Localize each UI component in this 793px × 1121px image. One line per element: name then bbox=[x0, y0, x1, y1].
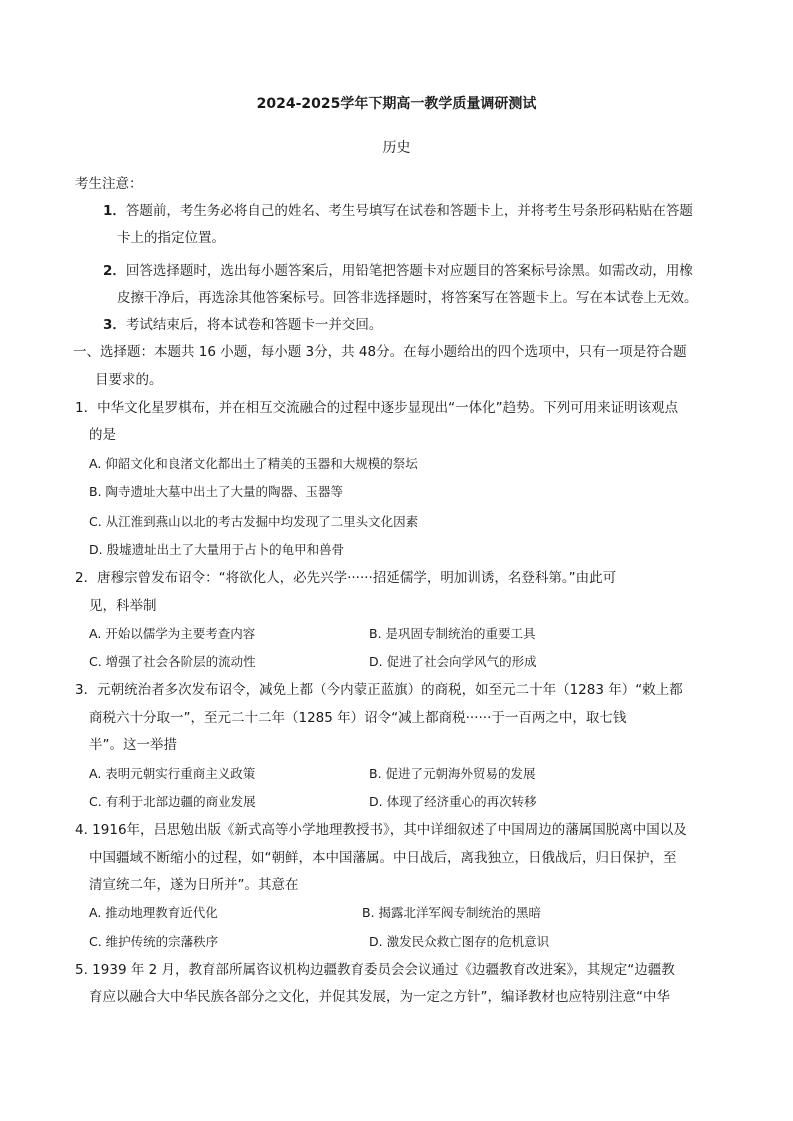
notice-item-2 bbox=[103, 261, 693, 281]
question-2-option-b: B. 是巩固专制统治的重要工具 bbox=[369, 626, 536, 641]
exam-subject: 历史 bbox=[382, 140, 411, 156]
notice-item-text: 回答选择题时，选出每小题答案后，用铅笔把答题卡对应题目的答案标号涂黑。如需改动，用橡 bbox=[125, 263, 693, 279]
question-2-option-d: D. 促进了社会向学风气的形成 bbox=[369, 654, 537, 669]
notice-item-2-cont: 皮擦干净后，再选涂其他答案标号。回答非选择题时，将答案写在答题卡上。写在本试卷上无效。 bbox=[117, 290, 698, 306]
question-3-option-d: D. 体现了经济重心的再次转移 bbox=[369, 794, 537, 809]
question-1-stem: 1．中华文化星罗棋布，并在相互交流融合的过程中逐步显现出“一体化”趋势。下列可用来证明该观点 bbox=[75, 400, 679, 416]
question-1-option-c: C. 从江淮到燕山以北的考古发掘中均发现了二里头文化因素 bbox=[89, 514, 419, 529]
notice-item-3 bbox=[103, 315, 382, 335]
question-4-option-b: B. 揭露北洋军阀专制统治的黑暗 bbox=[362, 905, 542, 920]
question-2-stem-cont: 见，科举制 bbox=[89, 598, 157, 614]
notice-item-1-cont: 卡上的指定位置。 bbox=[117, 230, 225, 246]
question-5-stem-cont: 育应以融合大中华民族各部分之文化，并促其发展，为一定之方针”，编译教材也应特别注意“中华 bbox=[89, 989, 670, 1005]
question-3-option-a: A. 表明元朝实行重商主义政策 bbox=[89, 766, 256, 781]
question-3-stem: 3．元朝统治者多次发布诏令，减免上都（今内蒙正蓝旗）的商税，如至元二十年（1283 年）“敕上都 bbox=[75, 682, 683, 698]
notice-item-number: 2． bbox=[103, 263, 126, 279]
question-1-stem-cont: 的是 bbox=[89, 427, 116, 443]
question-1-option-d: D. 殷墟遗址出土了大量用于占卜的龟甲和兽骨 bbox=[89, 542, 345, 557]
question-4-option-a: A. 推动地理教育近代化 bbox=[89, 905, 218, 920]
question-5-stem: 5. 1939 年 2 月，教育部所属咨议机构边疆教育委员会会议通过《边疆教育改进案》，其规定“边疆教 bbox=[75, 962, 675, 978]
notice-item-1 bbox=[103, 201, 693, 221]
section-heading: 一、选择题：本题共 16 小题，每小题 3分，共 48分。在每小题给出的四个选项中，只有一项是符合题 bbox=[73, 344, 687, 360]
question-3-stem-cont-2: 半”。这一举措 bbox=[89, 737, 177, 753]
question-3-option-c: C. 有利于北部边疆的商业发展 bbox=[89, 794, 256, 809]
question-1-option-a: A. 仰韶文化和良渚文化都出土了精美的玉器和大规模的祭坛 bbox=[89, 456, 418, 471]
exam-title: 2024-2025学年下期高一教学质量调研测试 bbox=[256, 96, 537, 112]
question-3-stem-cont: 商税六十分取一”，至元二十二年（1285 年）诏令“减上都商税······于一百两之中，取七钱 bbox=[89, 710, 627, 726]
question-4-stem: 4. 1916年，吕思勉出版《新式高等小学地理教授书》，其中详细叙述了中国周边的藩属国脱离中国以及 bbox=[75, 822, 687, 838]
question-2-option-c: C. 增强了社会各阶层的流动性 bbox=[89, 654, 256, 669]
question-2-option-a: A. 开始以儒学为主要考查内容 bbox=[89, 626, 256, 641]
question-1-option-b: B. 陶寺遗址大墓中出土了大量的陶器、玉器等 bbox=[89, 484, 344, 499]
question-4-stem-cont-2: 清宣统二年，遂为日所并”。其意在 bbox=[89, 877, 299, 893]
section-heading-cont: 目要求的。 bbox=[95, 372, 163, 388]
notice-item-number: 3． bbox=[103, 317, 126, 333]
notice-item-text: 考试结束后，将本试卷和答题卡一并交回。 bbox=[125, 317, 383, 333]
question-4-option-d: D. 激发民众救亡图存的危机意识 bbox=[369, 934, 550, 949]
question-4-stem-cont: 中国疆域不断缩小的过程，如“朝鲜，本中国藩属。中日战后，离我独立，日俄战后，归日保护，至 bbox=[89, 850, 677, 866]
notice-item-text: 答题前，考生务必将自己的姓名、考生号填写在试卷和答题卡上，并将考生号条形码粘贴在答题 bbox=[125, 203, 693, 219]
question-3-option-b: B. 促进了元朝海外贸易的发展 bbox=[369, 766, 536, 781]
question-4-option-c: C. 维护传统的宗藩秩序 bbox=[89, 934, 219, 949]
notice-heading: 考生注意： bbox=[75, 176, 143, 192]
question-2-stem: 2．唐穆宗曾发布诏令：“将欲化人，必先兴学······招延儒学，明加训诱，名登科第。”由此可 bbox=[75, 570, 617, 586]
notice-item-number: 1． bbox=[103, 203, 126, 219]
